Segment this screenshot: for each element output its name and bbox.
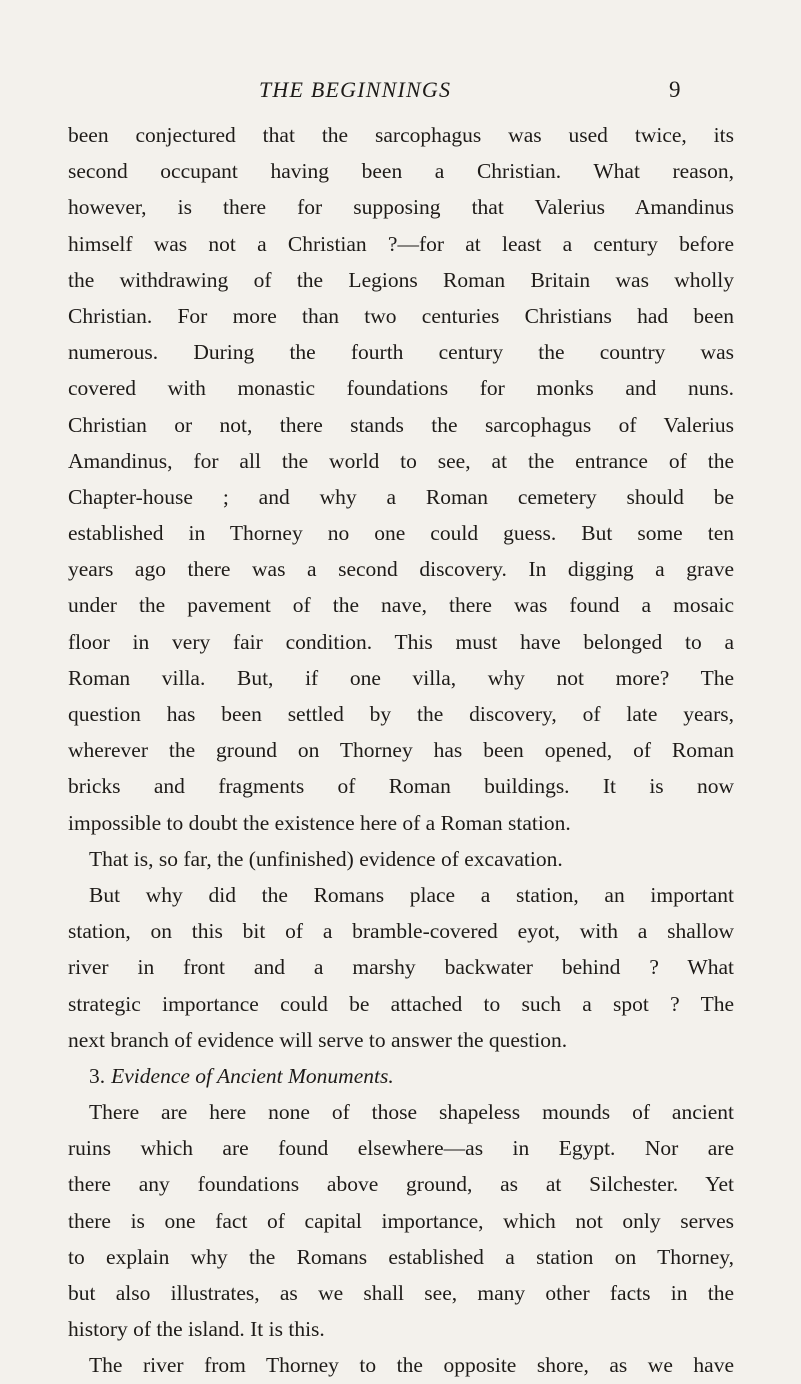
text-line: history of the island. It is this.: [68, 1317, 325, 1342]
text-line: there is one fact of capital importance, which not only serves: [68, 1208, 734, 1233]
text-line: Amandinus, for all the world to see, at the entrance of the: [68, 448, 734, 473]
text-line: himself was not a Christian ?—for at least a century before: [68, 231, 734, 256]
text-line: Christian. For more than two centuries Christians had been: [68, 303, 734, 328]
text-line: established in Thorney no one could guess. But some ten: [68, 521, 734, 546]
section-number: 3.: [89, 1063, 106, 1088]
text-line: there any foundations above ground, as at Silchester. Yet: [68, 1172, 734, 1197]
section-heading: [68, 1058, 734, 1094]
text-line: under the pavement of the nave, there was found a mosaic: [68, 593, 734, 618]
text-line: There are here none of those shapeless mounds of ancient: [89, 1100, 734, 1125]
text-line: question has been settled by the discovery, of late years,: [68, 702, 734, 726]
text-line: the withdrawing of the Legions Roman Britain was wholly: [68, 267, 734, 292]
text-line: floor in very fair condition. This must have belonged to a: [68, 629, 734, 654]
running-title: THE BEGINNINGS: [259, 77, 452, 102]
text-line: numerous. During the fourth century the country was: [68, 340, 734, 365]
text-line: bricks and fragments of Roman buildings. It is now: [68, 774, 734, 799]
text-line: The river from Thorney to the opposite shore, as we have: [89, 1353, 734, 1378]
text-line: station, on this bit of a bramble-covered eyot, with a shallow: [68, 919, 734, 944]
text-line: second occupant having been a Christian. What reason,: [68, 159, 734, 184]
text-line: Roman villa. But, if one villa, why not more? The: [68, 665, 734, 690]
body-text: [68, 117, 734, 1384]
text-line: next branch of evidence will serve to answer the question.: [68, 1027, 568, 1052]
text-line: to explain why the Romans established a station on Thorney,: [68, 1244, 734, 1269]
text-line: but also illustrates, as we shall see, many other facts in the: [68, 1281, 734, 1305]
text-line: ruins which are found elsewhere—as in Egypt. Nor are: [68, 1136, 734, 1161]
text-line: Chapter-house ; and why a Roman cemetery should be: [68, 484, 734, 509]
text-line: river in front and a marshy backwater behind ? What: [68, 955, 734, 980]
running-header: [0, 74, 801, 106]
text-line: wherever the ground on Thorney has been opened, of Roman: [68, 738, 734, 763]
text-line: covered with monastic foundations for monks and nuns.: [68, 376, 734, 401]
section-heading-text: Evidence of Ancient Monuments.: [111, 1063, 394, 1088]
page-number: 9: [669, 77, 681, 102]
text-line: been conjectured that the sarcophagus was used twice, its: [68, 123, 734, 147]
text-line: But why did the Romans place a station, an important: [89, 882, 734, 907]
text-line: impossible to doubt the existence here of a Roman station.: [68, 810, 571, 835]
text-line: That is, so far, the (unfinished) evidence of excavation.: [89, 846, 563, 871]
text-line: however, is there for supposing that Valerius Amandinus: [68, 195, 734, 220]
text-line: years ago there was a second discovery. In digging a grave: [68, 557, 734, 582]
text-line: strategic importance could be attached to such a spot ? The: [68, 991, 734, 1016]
text-line: Christian or not, there stands the sarcophagus of Valerius: [68, 412, 734, 437]
